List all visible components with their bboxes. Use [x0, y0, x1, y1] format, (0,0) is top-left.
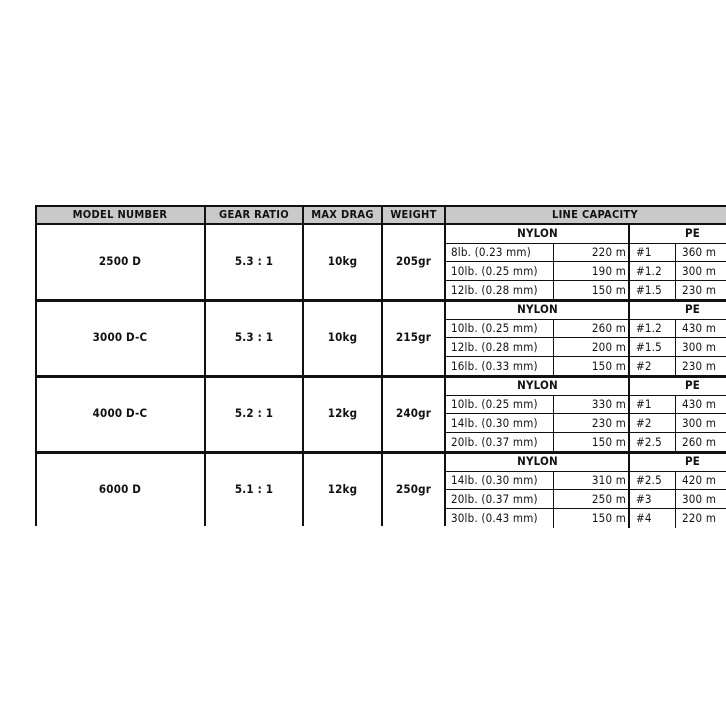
- nylon-length-col-line: [553, 319, 554, 376]
- pe-length: 230 m: [682, 282, 717, 297]
- nylon-length: 220 m: [591, 244, 626, 259]
- weight: 205gr: [395, 254, 432, 269]
- nylon-length: 150 m: [591, 434, 626, 449]
- weight: 250gr: [395, 482, 432, 497]
- weight: 215gr: [395, 330, 432, 345]
- nylon-subheader: NYLON: [517, 301, 558, 316]
- nylon-length: 150 m: [591, 358, 626, 373]
- pe-size: #4: [636, 510, 652, 525]
- pe-length: 300 m: [682, 263, 717, 278]
- gear-ratio: 5.1 : 1: [234, 482, 274, 497]
- pe-subheader: PE: [684, 301, 701, 316]
- nylon-length: 250 m: [591, 491, 626, 506]
- header-weight: WEIGHT: [390, 208, 437, 221]
- nylon-size: 30lb. (0.43 mm): [451, 510, 538, 525]
- pe-size: #2.5: [636, 472, 662, 487]
- pe-length-col-line: [675, 319, 676, 376]
- pe-size: #2: [636, 415, 652, 430]
- pe-length: 360 m: [682, 244, 717, 259]
- spec-table: [35, 205, 726, 526]
- nylon-length: 330 m: [591, 396, 626, 411]
- pe-size: #2: [636, 358, 652, 373]
- nylon-size: 8lb. (0.23 mm): [451, 244, 531, 259]
- nylon-subheader: NYLON: [517, 377, 558, 392]
- weight: 240gr: [395, 406, 432, 421]
- nylon-size: 12lb. (0.28 mm): [451, 339, 538, 354]
- nylon-length: 200 m: [591, 339, 626, 354]
- pe-size: #3: [636, 491, 652, 506]
- max-drag: 10kg: [327, 330, 358, 345]
- nylon-length: 150 m: [591, 510, 626, 525]
- nylon-subheader: NYLON: [517, 225, 558, 240]
- nylon-size: 20lb. (0.37 mm): [451, 434, 538, 449]
- model-number: 4000 D-C: [92, 406, 148, 421]
- nylon-length: 310 m: [591, 472, 626, 487]
- nylon-length-col-line: [553, 243, 554, 300]
- nylon-length: 230 m: [591, 415, 626, 430]
- pe-subheader: PE: [684, 453, 701, 468]
- model-number: 6000 D: [98, 482, 142, 497]
- pe-length: 420 m: [682, 472, 717, 487]
- nylon-size: 10lb. (0.25 mm): [451, 263, 538, 278]
- pe-length-col-line: [675, 471, 676, 528]
- nylon-subheader: NYLON: [517, 453, 558, 468]
- pe-length-col-line: [675, 395, 676, 452]
- max-drag: 12kg: [327, 482, 358, 497]
- nylon-length-col-line: [553, 471, 554, 528]
- pe-size: #1.5: [636, 282, 662, 297]
- model-number: 2500 D: [98, 254, 142, 269]
- nylon-length: 260 m: [591, 320, 626, 335]
- pe-size: #1.2: [636, 320, 662, 335]
- pe-length-col-line: [675, 243, 676, 300]
- pe-length: 430 m: [682, 320, 717, 335]
- pe-size: #1: [636, 244, 652, 259]
- pe-length: 300 m: [682, 491, 717, 506]
- pe-length: 300 m: [682, 415, 717, 430]
- pe-size: #1: [636, 396, 652, 411]
- max-drag: 10kg: [327, 254, 358, 269]
- header-gear-ratio: GEAR RATIO: [219, 208, 289, 221]
- pe-subheader: PE: [684, 377, 701, 392]
- nylon-size: 14lb. (0.30 mm): [451, 472, 538, 487]
- nylon-length: 150 m: [591, 282, 626, 297]
- gear-ratio: 5.3 : 1: [234, 330, 274, 345]
- nylon-size: 12lb. (0.28 mm): [451, 282, 538, 297]
- header-max-drag: MAX DRAG: [311, 208, 374, 221]
- pe-subheader: PE: [684, 225, 701, 240]
- gear-ratio: 5.3 : 1: [234, 254, 274, 269]
- pe-size: #2.5: [636, 434, 662, 449]
- max-drag: 12kg: [327, 406, 358, 421]
- nylon-size: 10lb. (0.25 mm): [451, 320, 538, 335]
- nylon-length: 190 m: [591, 263, 626, 278]
- pe-length: 260 m: [682, 434, 717, 449]
- nylon-length-col-line: [553, 395, 554, 452]
- model-number: 3000 D-C: [92, 330, 148, 345]
- pe-size: #1.2: [636, 263, 662, 278]
- nylon-size: 14lb. (0.30 mm): [451, 415, 538, 430]
- pe-length: 220 m: [682, 510, 717, 525]
- header-model-number: MODEL NUMBER: [72, 208, 168, 221]
- header-line-capacity: LINE CAPACITY: [551, 208, 639, 221]
- nylon-size: 10lb. (0.25 mm): [451, 396, 538, 411]
- pe-size: #1.5: [636, 339, 662, 354]
- pe-length: 430 m: [682, 396, 717, 411]
- gear-ratio: 5.2 : 1: [234, 406, 274, 421]
- nylon-size: 20lb. (0.37 mm): [451, 491, 538, 506]
- pe-length: 300 m: [682, 339, 717, 354]
- nylon-size: 16lb. (0.33 mm): [451, 358, 538, 373]
- pe-length: 230 m: [682, 358, 717, 373]
